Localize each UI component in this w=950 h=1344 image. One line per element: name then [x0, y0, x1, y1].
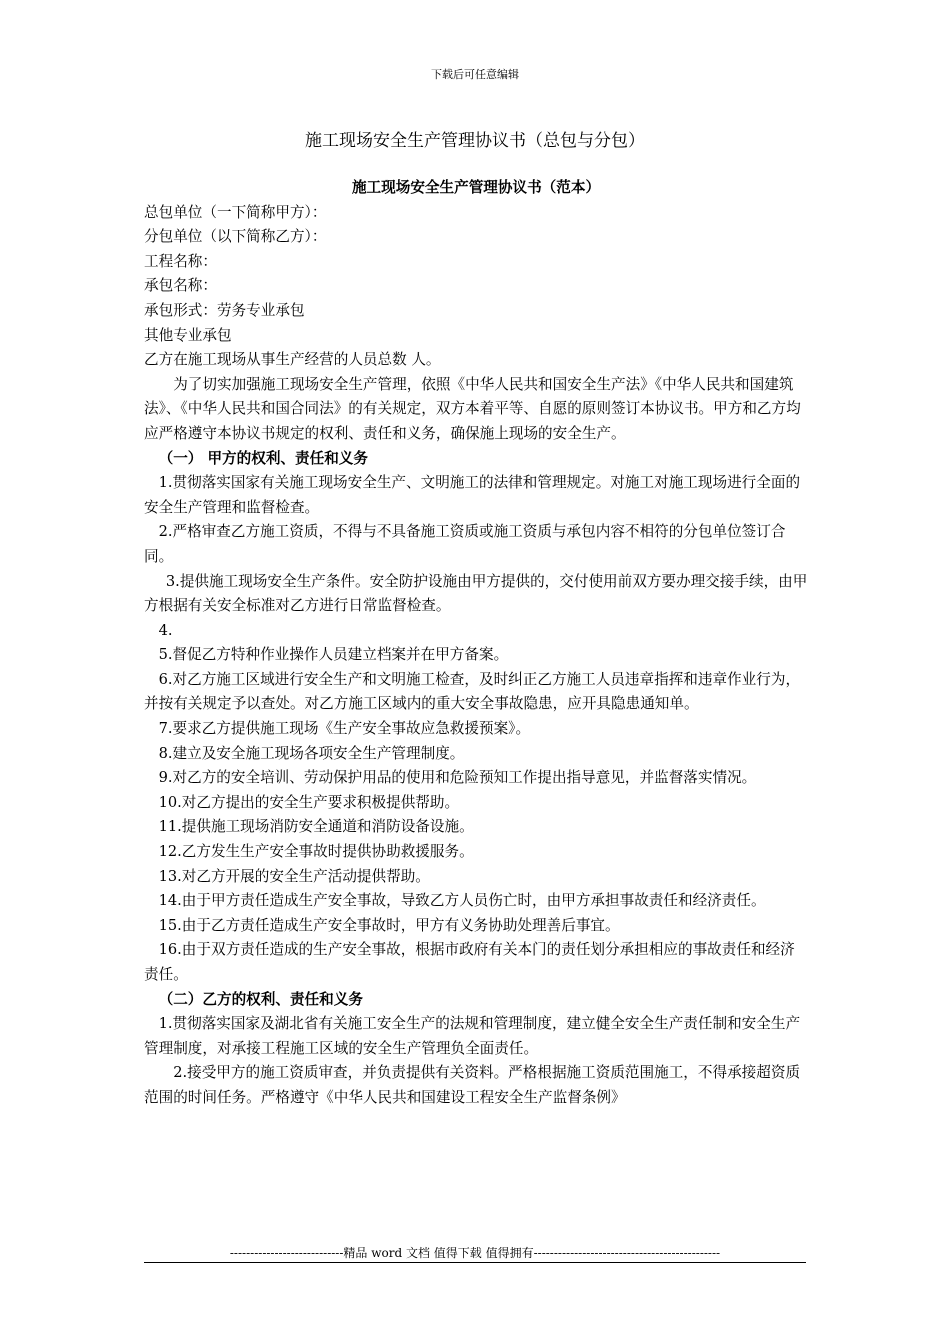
document-title: 施工现场安全生产管理协议书（总包与分包） — [305, 131, 645, 151]
section1-item-4: 4. — [158, 621, 173, 639]
section2-item-1: 1.贯彻落实国家及湖北省有关施工安全生产的法规和管理制度，建立健全安全生产责任制和安全生产管理制度，对承接工程施工区域的安全生产管理负全面责任。 — [144, 1015, 801, 1057]
section1-item-10: 10.对乙方提出的安全生产要求积极提供帮助。 — [158, 793, 460, 811]
section1-item-3: 3.提供施工现场安全生产条件。安全防护设施由甲方提供的，交付使用前双方要办理交接手续，由甲方根据有关安全标准对乙方进行日常监督检查。 — [144, 572, 808, 615]
section2-heading: （二）乙方的权利、责任和义务 — [158, 990, 363, 1008]
header-note: 下载后可任意编辑 — [431, 68, 519, 81]
section1-item-5: 5.督促乙方特种作业操作人员建立档案并在甲方备案。 — [158, 646, 509, 664]
field-other-contract: 其他专业承包 — [144, 326, 232, 344]
field-contract-form: 承包形式：劳务专业承包 — [144, 301, 305, 319]
section1-item-16: 16.由于双方责任造成的生产安全事故，根据市政府有关本门的责任划分承担相应的事故责任和经济责任。 — [144, 941, 795, 983]
section1-item-12: 12.乙方发生生产安全事故时提供协助救援服务。 — [158, 843, 474, 861]
footer-text: ----------------------------精品 word 文档 值得下载 值得拥有---------------------------------------------- — [229, 1246, 721, 1260]
document-body — [144, 176, 808, 1111]
section1-item-11: 11.提供施工现场消防安全通道和消防设备设施。 — [158, 818, 474, 836]
field-subcontractor: 分包单位（以下简称乙方）： — [144, 228, 327, 246]
section1-item-13: 13.对乙方开展的安全生产活动提供帮助。 — [158, 867, 430, 885]
section1-item-9: 9.对乙方的安全培训、劳动保护用品的使用和危险预知工作提出指导意见，并监督落实情况。 — [158, 769, 757, 787]
document-subtitle: 施工现场安全生产管理协议书（范本） — [351, 179, 601, 196]
intro-paragraph: 为了切实加强施工现场安全生产管理，依照《中华人民共和国安全生产法》《中华人民共和国建筑法》、《中华人民共和国合同法》的有关规定，双方本着平等、自愿的原则签订本协议书。甲方和乙方均应严格遵守本协议书规定的权利、责任和义务，确保施上现场的安全生产。 — [144, 375, 801, 442]
section1-heading: （一） 甲方的权利、责任和义务 — [158, 449, 368, 467]
section1-item-8: 8.建立及安全施工现场各项安全生产管理制度。 — [158, 744, 465, 762]
field-contract-name: 承包名称： — [144, 277, 217, 295]
section1-item-14: 14.由于甲方责任造成生产安全事故，导致乙方人员伤亡时，由甲方承担事故责任和经济责任。 — [158, 892, 766, 910]
section1-item-6: 6.对乙方施工区域进行安全生产和文明施工检查，及时纠正乙方施工人员违章指挥和违章作业行为，并按有关规定予以查处。对乙方施工区域内的重大安全事故隐患，应开具隐患通知单。 — [144, 670, 801, 713]
section1-item-15: 15.由于乙方责任造成生产安全事故时，甲方有义务协助处理善后事宜。 — [158, 916, 620, 934]
section1-item-7: 7.要求乙方提供施工现场《生产安全事故应急救援预案》。 — [158, 720, 531, 738]
section1-item-1: 1.贯彻落实国家有关施工现场安全生产、文明施工的法律和管理规定。对施工对施工现场进行全面的安全生产管理和监督检查。 — [144, 474, 801, 516]
section2-item-2: 2.接受甲方的施工资质审查，并负责提供有关资料。严格根据施工资质范围施工，不得承接超资质范围的时间任务。严格遵守《中华人民共和国建设工程安全生产监督条例》 — [144, 1064, 801, 1106]
footer-divider — [144, 1262, 806, 1263]
field-general-contractor: 总包单位（一下简称甲方）： — [144, 203, 327, 221]
section1-item-2: 2.严格审查乙方施工资质，不得与不具备施工资质或施工资质与承包内容不相符的分包单位签订合同。 — [144, 523, 786, 565]
field-staff-count: 乙方在施工现场从事生产经营的人员总数 人。 — [144, 351, 441, 369]
field-project-name: 工程名称： — [144, 252, 217, 270]
